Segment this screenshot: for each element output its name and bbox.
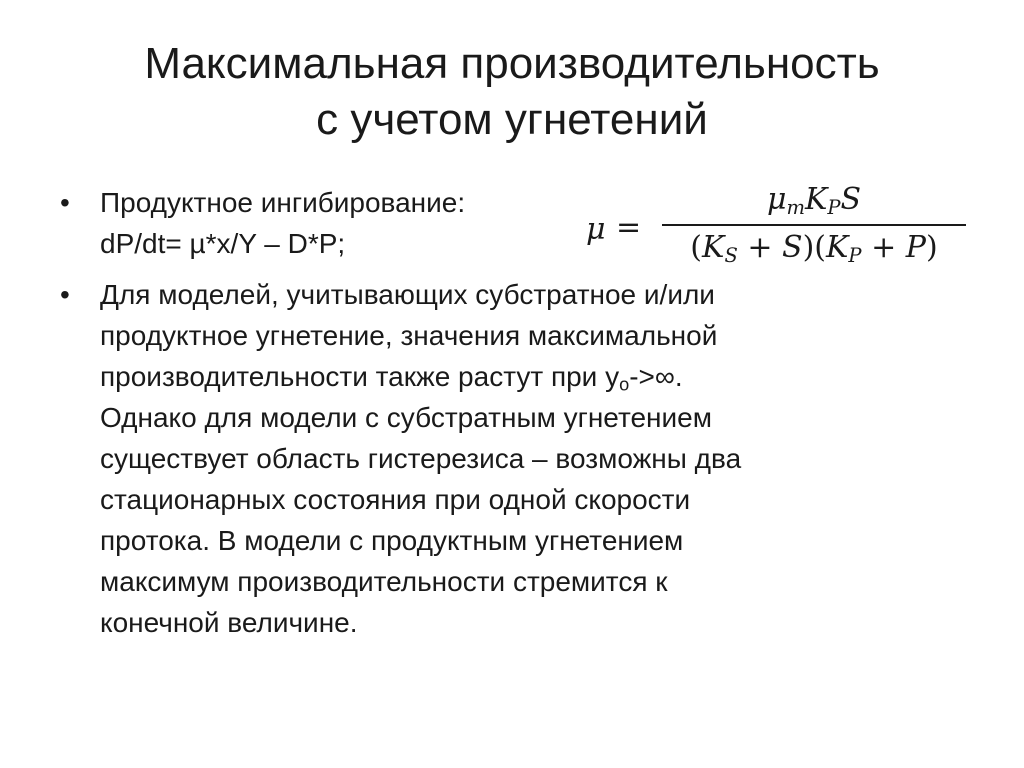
bullet-2-line-3-tail: ->∞.	[629, 361, 683, 392]
title-line-2: с учетом угнетений	[316, 95, 708, 144]
bullet-2-line-9: конечной величине.	[100, 607, 358, 638]
yo-subscript: o	[619, 374, 630, 395]
formula-denominator: $(K_S + S)(K_P + P)$	[690, 230, 938, 267]
formula-equals: =	[616, 210, 642, 245]
bullet-2-line-5: существует область гистерезиса – возможны два	[100, 443, 742, 474]
bullet-2-line-3	[100, 356, 960, 397]
formula-lhs: μ	[586, 212, 606, 247]
bullet-2-line-4: Однако для модели с субстратным угнетением	[100, 402, 712, 433]
formula-fraction-bar	[662, 224, 966, 226]
mu-formula	[584, 178, 974, 278]
bullet-1-text: Продуктное ингибирование:	[100, 187, 466, 218]
bullet-2-line-8: максимум производительности стремится к	[100, 566, 668, 597]
bullet-marker: •	[60, 279, 70, 310]
formula-numerator: $\mu_mK_PS$	[766, 182, 862, 219]
title-line-1: Максимальная производительность	[144, 39, 880, 88]
bullet-1-equation: dP/dt= µ*x/Y – D*P;	[100, 228, 346, 259]
bullet-models-text	[60, 274, 960, 643]
bullet-2-line-1: Для моделей, учитывающих субстратное и/или	[100, 279, 715, 310]
bullet-marker: •	[60, 187, 70, 218]
slide-title	[40, 36, 984, 148]
bullet-2-line-2: продуктное угнетение, значения максимальной	[100, 320, 718, 351]
bullet-2-line-7: протока. В модели с продуктным угнетением	[100, 525, 684, 556]
bullet-2-line-3-text: производительности также растут при y	[100, 361, 620, 392]
bullet-2-line-6: стационарных состояния при одной скорости	[100, 484, 691, 515]
